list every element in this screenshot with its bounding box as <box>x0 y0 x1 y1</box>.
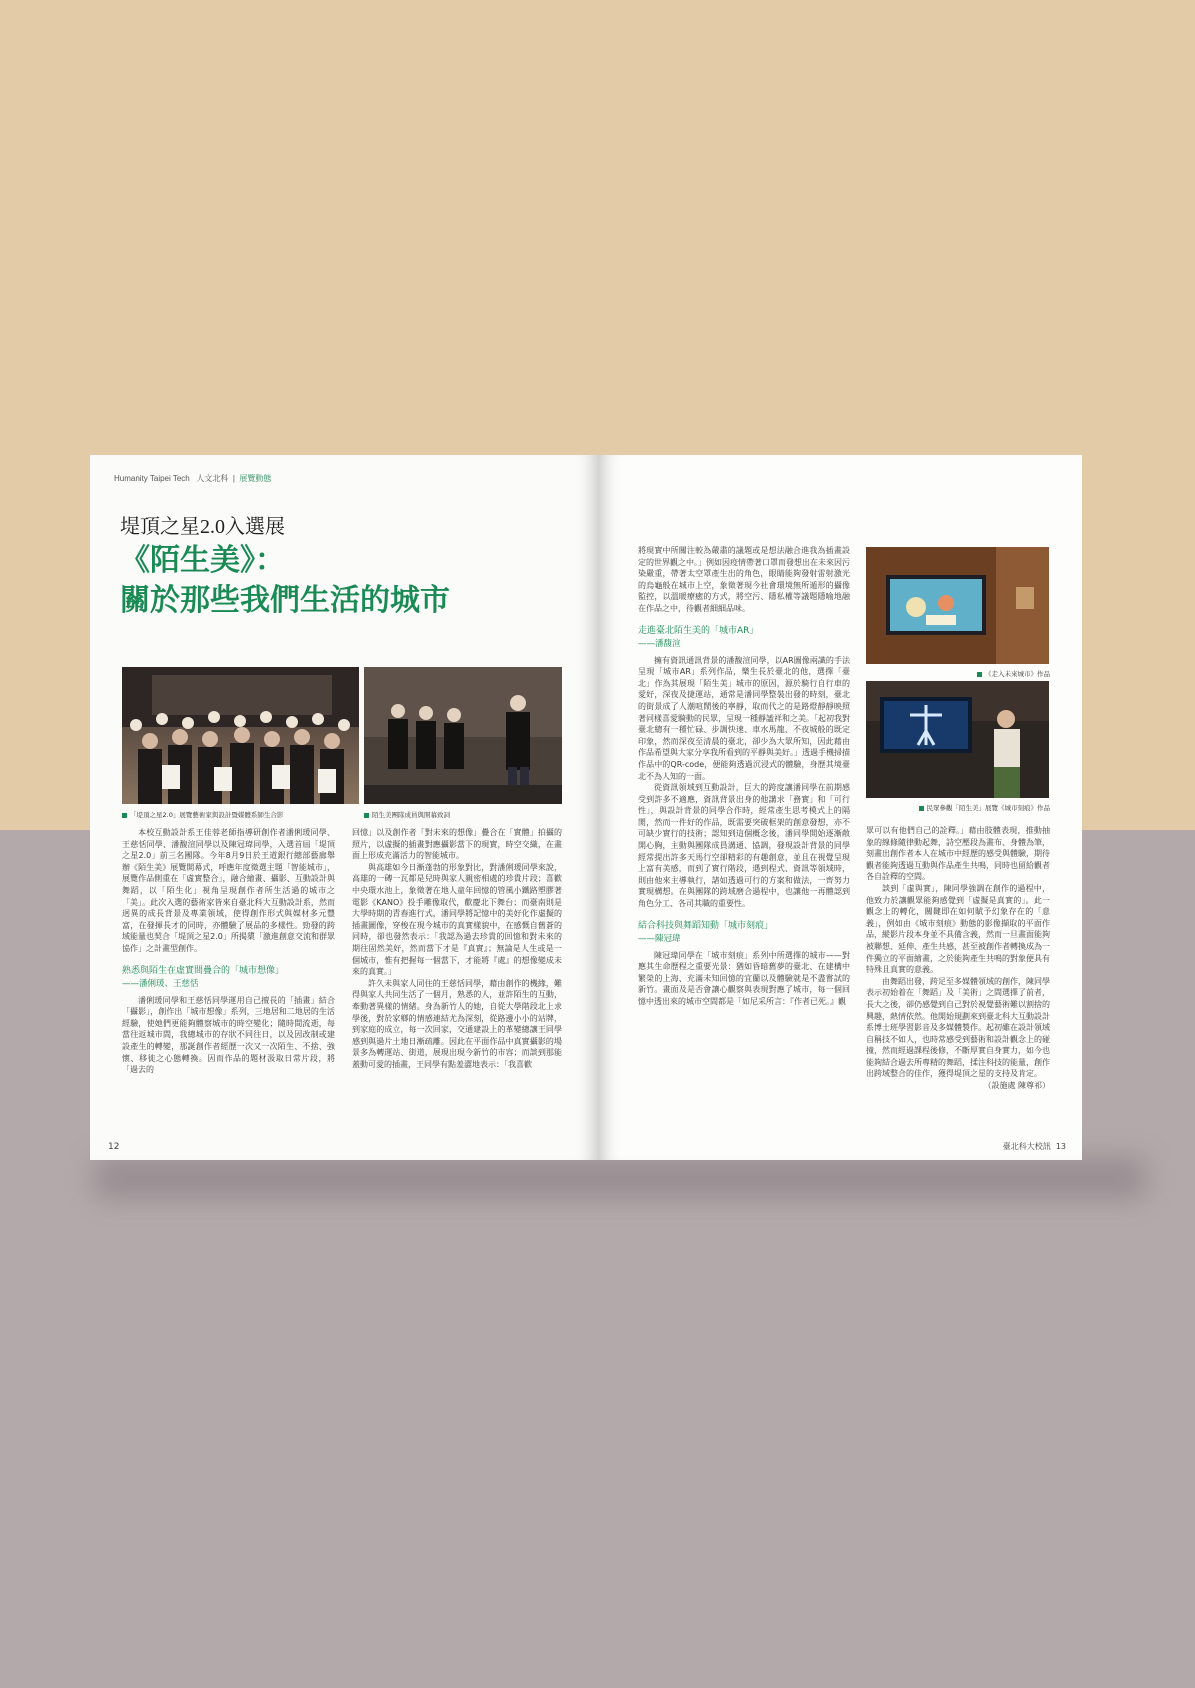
section-heading: 熟悉與陌生在虛實間疊合的「城市想像」 <box>122 965 285 976</box>
section-heading: 結合科技與舞蹈知動「城市刻痕」 <box>638 920 774 931</box>
section-author: ——潘俐瑗、王慈恬 <box>122 978 199 989</box>
caption-marker-icon <box>364 813 369 818</box>
magazine-right-page <box>598 455 1082 1160</box>
group-photo-caption: 「堤頂之星2.0」展覽藝術家與設計暨媒體系師生合影 <box>122 810 283 819</box>
paragraph: 許久未與家人同住的王慈恬同學，藉由創作的機緣，難得與家人共同生活了一個月，熟悉的人，並許陌生的互動，牽動著異樣的情緒。身為新竹人的她，自從大學階段北上求學後，對於家鄉的情感連結尤為深刻，從路邊小小的站牌，到家庭的成立，每一次回家，交通建設上的革變總讓王同學感到與過片土地日漸疏離。因此在平面作品中真實攝影的場景多為轉運站、街道，展現出現今新竹的市容；而談到那能蓋動可愛的插畫，王同學有點羞澀地表示：「我喜歡 <box>352 978 562 1069</box>
stage-photo <box>364 667 562 804</box>
caption-marker-icon <box>122 813 127 818</box>
visitor-photo-image <box>866 681 1049 798</box>
article-kicker: 堤頂之星2.0入選展 <box>120 516 285 538</box>
page-number-left: 12 <box>108 1142 120 1152</box>
caption-marker-icon <box>977 672 982 677</box>
article-title-line-1: 《陌生美》： <box>120 543 285 578</box>
section-author: ——陳冠瑋 <box>638 933 681 944</box>
paragraph: 潘俐瑗同學和王慈恬同學運用自己擅長的「插畫」結合「攝影」，創作出「城市想像」系列，三地居和二地居的生活經驗，使她們更能夠體察城市的時空變化；隨時間流逝，每當往返城市間，我總城市的存狀不同往日，以及因改制或建設產生的轉變，那誕創作者經歷一次又一次陌生、不捨、強懷、移徙之心態轉換。因而作品的題材汲取日常片段，將「過去的 <box>122 995 335 1075</box>
left-page-column-2 <box>352 827 562 1127</box>
right-page-column-2 <box>866 825 1050 1125</box>
paragraph: 回憶」以及創作者「對未來的想像」疊合在「實體」拍攝的照片，以虛擬的插畫對應攝影當下的現實，時空交織，在畫面上形成充滿活力的智能城市。 <box>352 828 562 861</box>
paragraph: 擁有資訊通訊背景的潘馥渲同學，以AR圖像兩識的手法呈現「城市AR」系列作品，樂生長於臺北的他，選擇「臺北」作為其展現「陌生美」城市的原因，源於騎行自行車的愛好，深夜及捷運站，通常是潘同學整裝出發的時刻，臺北的街景成了人潮喧鬧後的寧靜，取而代之的是路燈靜靜映照著同樣喜愛騎動的民眾，呈現一種靜謐祥和之美。「起初我對臺北總有一種忙碌、步調快速、車水馬龍、不夜城般的既定印象，然而深夜至清晨的臺北，卻少為大眾所知，因此藉由作品希望與大家分享我所看到的平靜與美好。」透過手機掃描作品中的QR-code，便能夠透過沉浸式的體驗，身歷其境臺北不為人知的一面。 <box>638 655 850 781</box>
page-number-right: 13 <box>1055 1142 1066 1151</box>
group-photo <box>122 667 359 804</box>
paragraph: 談到「虛與實」，陳同學強調在創作的過程中，他致力於讓觀眾能夠感覺到「虛擬是真實的」。此一觀念上的轉化，關鍵即在如何賦予幻象存在的「意義」，例如由《城市刻痕》動態的影像擷取的平面作品，縱影片段本身並不具備含義，然而一旦畫面能夠被聯想、延伸、產生共感，甚至被創作者轉換成為一件獨立的平面繪畫，之於能夠產生共鳴的對象便具有特殊且真實的意義。 <box>866 883 1050 975</box>
paragraph: 本校互動設計系王佳蓉老師指導研創作者潘俐瑗同學、王慈恬同學、潘馥渲同學以及陳冠瑋同學，入選首屆「堤頂之星2.0」前三名團隊。今年8月9日於王道銀行總部藝廊舉辦《陌生美》展覽開幕式，呼應年度徵選主題「智能城市」，展覽作品側重在「虛實整合」，融合繪畫、攝影、互動設計與舞蹈，以「陌生化」視角呈現創作者所生活過的城市之「美」。此次入選的藝術家皆來自臺北科大互動設計系，然而迥異的成長背景及專業領域，使得創作形式與媒材多元豐富，在發揮長才的同時，亦體驗了展品的多樣性。勁發的跨域能量也契合「堤頂之星2.0」所揭橥「激進創意交流和群眾協作」之計畫型創作。 <box>122 828 335 953</box>
visitor-photo <box>866 681 1049 798</box>
article-title-line-2: 關於那些我們生活的城市 <box>120 583 450 618</box>
paragraph: 與高雄如今日漸蓬勃的形象對比，對潘俐瑗同學來說，高雄的一磚一瓦都是兒時與家人親密相處的珍貴片段；喜歡中央環水池上，象徵著在地人童年回憶的管風小鐵路塑膠著電影《KANO》投手雕像取代，歡慶北下舞台；而臺南則是大學時期的青春進行式，潘同學將記憶中的美好化作虛擬的插畫圖像，穿梭在現今城市的真實樣貌中，在感慨自舊蒼的同時，卻也發然表示：「我認為過去珍貴的回憶和對未來的期往固然美好，然而當下才是『真實』；無論是人生或是一個城市，惟有把握每一個當下，才能將『處』的想像變成未來的真實。」 <box>352 862 562 977</box>
section-author: ——潘馥渲 <box>638 638 681 649</box>
running-head-divider: | <box>232 474 235 483</box>
exhibit-screen-image <box>866 547 1049 664</box>
running-head-brand: Humanity Taipei Tech <box>114 474 190 483</box>
stage-photo-image <box>364 667 562 804</box>
right-page-column-1 <box>638 545 850 1125</box>
article-signoff: （設施處 陳尊祁） <box>983 1081 1050 1091</box>
article-title <box>120 541 450 621</box>
exhibit-screen-caption: 《走入未來城市》作品 <box>977 669 1050 678</box>
running-head <box>114 473 271 484</box>
section-heading: 走進臺北陌生美的「城市AR」 <box>638 625 759 636</box>
footer-title: 臺北科大校訊 <box>1002 1142 1051 1151</box>
paragraph: 陳冠瑋同學在「城市刻痕」系列中所選擇的城市——對應其生命歷程之重要光景：猶如昏暗舊夢的臺北、在建構中繁榮的上海、充滿未知回憶的宜蘭以及體驗就是不盡嘗試的新竹。畫面及是否會讓心觀察與表現對應了城市，每一個回憶中透出來的城市空間都是「如尼采所言：『作者已死。』觀 <box>638 950 850 1006</box>
paragraph: 從資訊領域到互動設計，巨大的跨度讓潘同學在前期感受到許多不適應，資訊背景出身的他講求「務實」和「可行性」，與設計背景的同學合作時，經常產生思考模式上的隔閡，然而一件好的作品，既需要突破框架的創意發想，亦不可缺少實行的技術；認知到這個概念後，潘同學開始逐漸敞開心胸，主動與團隊成員溝通、協調，發現設計背景的同學經常提出許多天馬行空卻精彩的有趣創意，並且在視覺呈現上富有美感，而到了實行階段，遇到程式、資訊等領域時，則由他來主導執行，諸如透過可行的方案和做法，一齊努力實現構想。在與團隊的跨域磨合過程中，也讓他一再體認到角色分工、各司其職的重要性。 <box>638 783 850 909</box>
running-head-category: 展覽動態 <box>239 474 272 483</box>
paragraph: 眾可以有他們自己的詮釋。」藉由肢體表現，推動抽象的線條隨律動起舞，詩空壓段為畫布、身體為筆，刻畫出創作者本人在城市中經歷的感受與體驗，期待觀者能夠透過互動與作品產生共鳴，同時也留給觀者各自詮釋的空間。 <box>866 826 1050 882</box>
running-head-section: 人文北科 <box>196 474 229 483</box>
paragraph: 將現實中所關注較為嚴肅的議題或是想法融合進我為插畫設定的世界觀之中。」例如因疫情帶著口罩而發想出在未來因污染嚴重，帶著太空罩產生出的角色，眼睛能夠發射雷射激光的烏龜般在城市上空，象徵著現今社會環境無所遁形的攝像監控，以溫暖療癒的方式，將空污、隱私權等議題隱喻地融在作品之中，待觀者細細品味。 <box>638 546 850 613</box>
paragraph: 由舞蹈出發，跨足至多媒體領域的創作，陳同學表示初始着在「舞蹈」及「美術」之間選擇了前者，長大之後，卻仍感覺到自己對於視覺藝術難以割捨的興趣，熱情依然。他開始規劃來到臺北科大互動設計系博士班學習影音及多媒體製作。起初雖在設計領域自稱技不如人，也時常感受到藝術和設計觀念上的碰撞，然而經過課程後修，不斷厚實自身實力，如今也能夠結合過去所專精的舞蹈，揉注科技的能量，創作出跨域整合的佳作，獲得堤頂之星的支持及肯定。 <box>866 976 1050 1079</box>
exhibit-screen-photo <box>866 547 1049 664</box>
magazine-shadow <box>95 1158 1145 1198</box>
stage-photo-caption: 陌生美團隊成員與開幕致詞 <box>364 810 450 819</box>
caption-marker-icon <box>919 806 924 811</box>
group-photo-image <box>122 667 359 804</box>
left-page-column-1 <box>122 827 335 1127</box>
visitor-photo-caption: 民眾參觀「陌生美」展覽《城市刻痕》作品 <box>919 803 1051 812</box>
magazine-left-page <box>90 455 598 1160</box>
footer <box>1003 1141 1066 1152</box>
